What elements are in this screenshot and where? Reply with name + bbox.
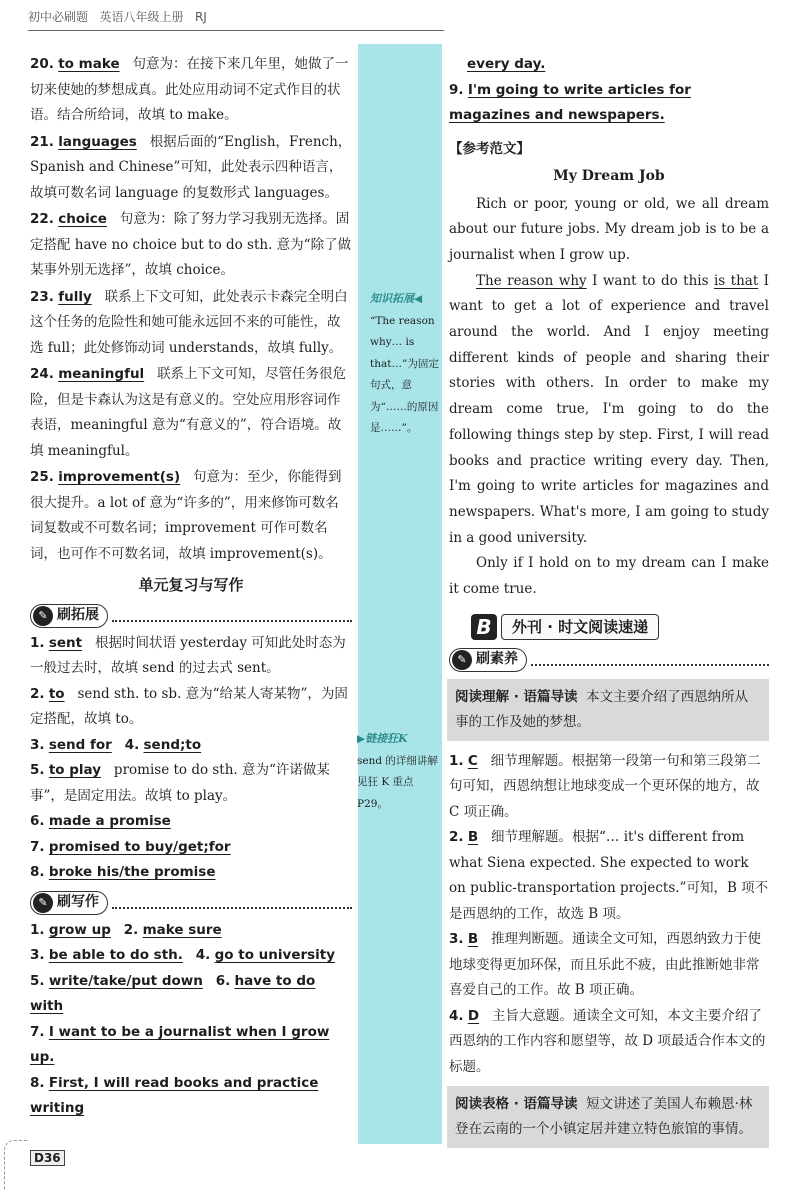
pen-icon: ✎ — [33, 893, 53, 913]
answer-item: 23. fully 联系上下文可知，此处表示卡森完全明白这个任务的危险性和她可能永远回不来的可能性，故选 full；此处修饰动词 understands，故填 fully。 — [30, 288, 348, 356]
unit-title: 单元复习与写作 — [138, 576, 244, 594]
answer-item: 25. improvement(s) 句意为：至少，你能得到很大提升。a lot of 意为“许多的”，用来修饰可数名词复数或不可数名词；improvement 可作可数名词，也可作不可数名词，故填 improvement(s)。 — [30, 469, 342, 562]
arrow-right-icon: ▶ — [357, 733, 366, 745]
margin-notes-strip — [358, 44, 442, 1144]
answer-item: 2. to send sth. to sb. 意为“给某人寄某物”，为固定搭配，故填 to。 — [30, 685, 348, 727]
right-column — [449, 52, 769, 1156]
answer-item: 3. B 推理判断题。通读全文可知，西恩纳致力于使地球变得更加环保，而且乐此不疲，由此推断她非常喜爱自己的工作。故 B 项正确。 — [449, 931, 761, 999]
note-text: send 的详细讲解见狂 K 重点 P29。 — [357, 754, 438, 810]
answer-item: 6. made a promise — [30, 813, 171, 829]
page-header — [28, 8, 207, 25]
answer-item: 1. grow up 2. make sure — [30, 921, 222, 938]
note-text: “The reason why… is that…”为固定句式，意为“……的原因是……”。 — [370, 314, 439, 434]
banner-letter: B — [471, 614, 497, 640]
essay-paragraph: Rich or poor, young or old, we all dream about our future jobs. My dream job is to be a journalist when I grow up. — [449, 195, 769, 263]
left-column — [30, 52, 352, 1122]
reading-guide-box — [447, 1086, 769, 1148]
answer-item: 9. I'm going to write articles for magazines and newspapers. — [449, 81, 691, 123]
answer-item: 3. be able to do sth. 4. go to university — [30, 947, 336, 963]
answer-item: 5. to play promise to do sth. 意为“许诺做某事”，是固定用法。故填 to play。 — [30, 762, 330, 804]
page-number: D36 — [30, 1150, 65, 1166]
answer-item: 8. First, I will read books and practice writing — [30, 1074, 319, 1116]
dotted-rule — [112, 610, 352, 622]
answer-item: 1. sent 根据时间状语 yesterday 可知此处时态为一般过去时，故填 send 的过去式 sent。 — [30, 634, 346, 676]
reference-label: 【参考范文】 — [449, 140, 530, 157]
section-header-xiezuo — [30, 890, 352, 916]
reading-guide-box — [447, 679, 769, 741]
section-label: 刷素养 — [476, 651, 518, 667]
answer-item: 21. languages 根据后面的“English，French，Spanish and Chinese”可知，此处表示四种语言，故填可数名词 language 的复数形式 languages。 — [30, 133, 352, 201]
book-name: 初中必刷题 — [28, 10, 89, 24]
section-header-tuozhan — [30, 603, 352, 629]
answer-item: 24. meaningful 联系上下文可知，尽管任务很危险，但是卡森认为这是有意义的。空处应用形容词作表语，meaningful 意为“有意义的”，符合语境。故填 meaningful。 — [30, 366, 347, 459]
essay-paragraph: Only if I hold on to my dream can I make it come true. — [449, 555, 769, 598]
note-link — [357, 728, 443, 815]
note-knowledge-extension — [370, 288, 442, 440]
answer-item: 2. B 细节理解题。根据“… it's different from what Siena expected. She expected to work on public-transportation projects.”可知，B 项不是西恩纳的工作，故选 B 项。 — [449, 829, 769, 922]
answers-top — [30, 52, 352, 567]
guide-text: 本文主要介绍了西恩纳所从事的工作及她的梦想。 — [455, 688, 749, 730]
note-heading: 知识拓展 — [370, 292, 414, 305]
answer-continuation: every day. — [467, 56, 546, 72]
dotted-rule — [531, 654, 769, 666]
section-header-suyang — [449, 647, 769, 673]
page-corner-decoration — [4, 1140, 28, 1190]
pen-icon: ✎ — [452, 650, 472, 670]
answer-item: 8. broke his/the promise — [30, 864, 216, 880]
answer-item: 7. I want to be a journalist when I grow up. — [30, 1023, 330, 1065]
dotted-rule — [112, 897, 352, 909]
section-label: 刷拓展 — [57, 606, 99, 623]
header-rule — [28, 30, 444, 31]
arrow-left-icon: ◀ — [414, 293, 423, 305]
answer-item: 5. write/take/put down 6. have to do with — [30, 972, 316, 1014]
section-label: 刷写作 — [57, 893, 99, 910]
answer-item: 22. choice 句意为：除了努力学习我别无选择。固定搭配 have no choice but to do sth. 意为“除了做某事外别无选择”，故填 choice。 — [30, 211, 352, 278]
edition: RJ — [194, 10, 207, 24]
answer-item: 1. C 细节理解题。根据第一段第一句和第三段第二句可知，西恩纳想让地球变成一个更环保的地方，故 C 项正确。 — [449, 752, 761, 820]
guide-text: 短文讲述了美国人布赖恩·林登在云南的一个小镇定居并建立特色旅馆的事情。 — [455, 1096, 753, 1138]
guide-heading: 阅读理解 · 语篇导读 — [455, 688, 578, 705]
answer-item: 20. to make 句意为：在接下来几年里，她做了一切来使她的梦想成真。此处应用动词不定式作目的状语。结合所给词，故填 to make。 — [30, 56, 349, 123]
note-heading: 链接狂K — [365, 732, 408, 745]
essay-paragraph: The reason why I want to do this is that I want to get a lot of experience and travel around the world. And I enjoy meeting different kinds of people and sharing their stories with others. In order to make my dream come true, I'm going to do the following things step by step. First, I will read books and practice writing every day. Then, I'm going to write articles for magazines and newspapers. What's more, I am going to study in a good university. — [449, 272, 770, 546]
guide-heading: 阅读表格 · 语篇导读 — [455, 1096, 578, 1113]
subject-name: 英语八年级上册 — [99, 10, 184, 24]
answer-item: 4. D 主旨大意题。通读全文可知，本文主要介绍了西恩纳的工作内容和愿望等，故 D 项最适合作本文的标题。 — [449, 1007, 766, 1075]
banner-title: 外刊 · 时文阅读速递 — [501, 614, 659, 640]
section-banner — [471, 613, 769, 641]
essay-title: My Dream Job — [553, 168, 665, 184]
answer-item: 3. send for 4. send;to — [30, 736, 202, 753]
pen-icon: ✎ — [33, 606, 53, 626]
answer-item: 7. promised to buy/get;for — [30, 838, 231, 855]
